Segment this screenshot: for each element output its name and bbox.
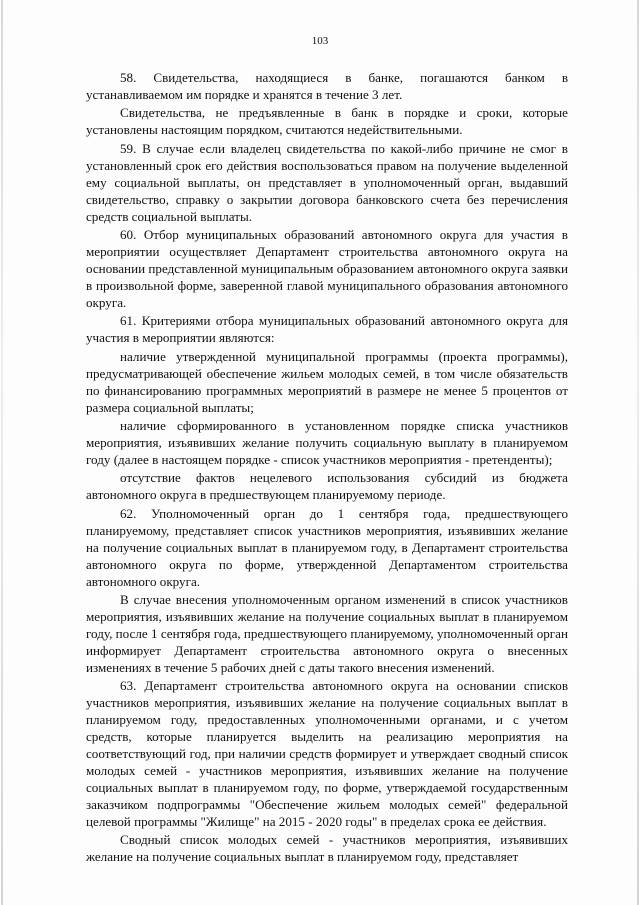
scan-edge-right — [637, 0, 639, 905]
criterion-participants-list: наличие сформированного в установленном порядке списка участников мероприятия, изъявивших желание получить социальную выплату в планируемом году (далее в настоящем порядке - список участников мероприятия - претенденты); — [86, 418, 568, 467]
paragraph-62: 62. Уполномоченный орган до 1 сентября года, предшествующего планируемому, представляет список участников мероприятия, изъявивших желание на получение социальных выплат в планируемом году, в Департамент строительства автономного округа по форме, утвержденной Департаментом строительства автономного округа. — [86, 505, 568, 589]
criterion-no-misuse: отсутствие фактов нецелевого использования субсидий из бюджета автономного округа в предшествующем планируемому периоде. — [86, 470, 568, 503]
paragraph-59: 59. В случае если владелец свидетельства по какой-либо причине не смог в установленный срок его действия воспользоваться правом на получение выделенной ему социальной выплаты, он представляет в уполномоченный орган, выдавший свидетельство, справку о закрытии договора банковского счета без перечисления средств социальной выплаты. — [86, 140, 568, 224]
page-number: 103 — [311, 35, 329, 47]
criterion-program: наличие утвержденной муниципальной программы (проекта программы), предусматривающей обеспечение жильем молодых семей, в том числе обязательств по финансированию программных мероприятий в размере не менее 5 процентов от размера социальной выплаты; — [86, 348, 568, 415]
paragraph-63-continued: Сводный список молодых семей - участников мероприятия, изъявивших желание на получение социальных выплат в планируемом году, представляет — [86, 832, 568, 865]
document-body — [86, 70, 568, 868]
paragraph-61: 61. Критериями отбора муниципальных образований автономного округа для участия в мероприятии являются: — [86, 313, 568, 346]
paragraph-60: 60. Отбор муниципальных образований автономного округа для участия в мероприятии осуществляет Департамент строительства автономного округа на основании представленной муниципальным образованием автономного округа заявки в произвольной форме, заверенной главой муниципального образования автономного округа. — [86, 227, 568, 310]
paragraph-58: 58. Свидетельства, находящиеся в банке, погашаются банком в устанавливаемом им порядке и хранятся в течение 3 лет. — [86, 70, 568, 102]
paragraph-63: 63. Департамент строительства автономного округа на основании списков участников мероприятия, изъявивших желание на получение социальных выплат в планируемом году, предоставленных уполномоченными органами, и с учетом средств, которые планируется выделить на реализацию мероприятия на соответствующий год, при наличии средств формирует и утверждает сводный список молодых семей - участников мероприятия, изъявивших желание на получение социальных выплат в планируемом году, по форме, утверждаемой государственным заказчиком подпрограммы "Обеспечение жильем молодых семей" федеральной целевой программы "Жилище" на 2015 - 2020 годы" в пределах срока ее действия. — [86, 678, 568, 829]
paragraph-62-changes: В случае внесения уполномоченным органом изменений в список участников мероприятия, изъявивших желание на получение социальных выплат в планируемом году, после 1 сентября года, предшествующего планируемому, уполномоченный орган информирует Департамент строительства автономного округа о внесенных изменениях в течение 5 рабочих дней с даты такого внесения изменений. — [86, 592, 568, 675]
scan-edge-left — [1, 0, 3, 905]
paragraph-58-continued: Свидетельства, не предъявленные в банк в порядке и сроки, которые установлены настоящим порядком, считаются недействительными. — [86, 105, 568, 138]
